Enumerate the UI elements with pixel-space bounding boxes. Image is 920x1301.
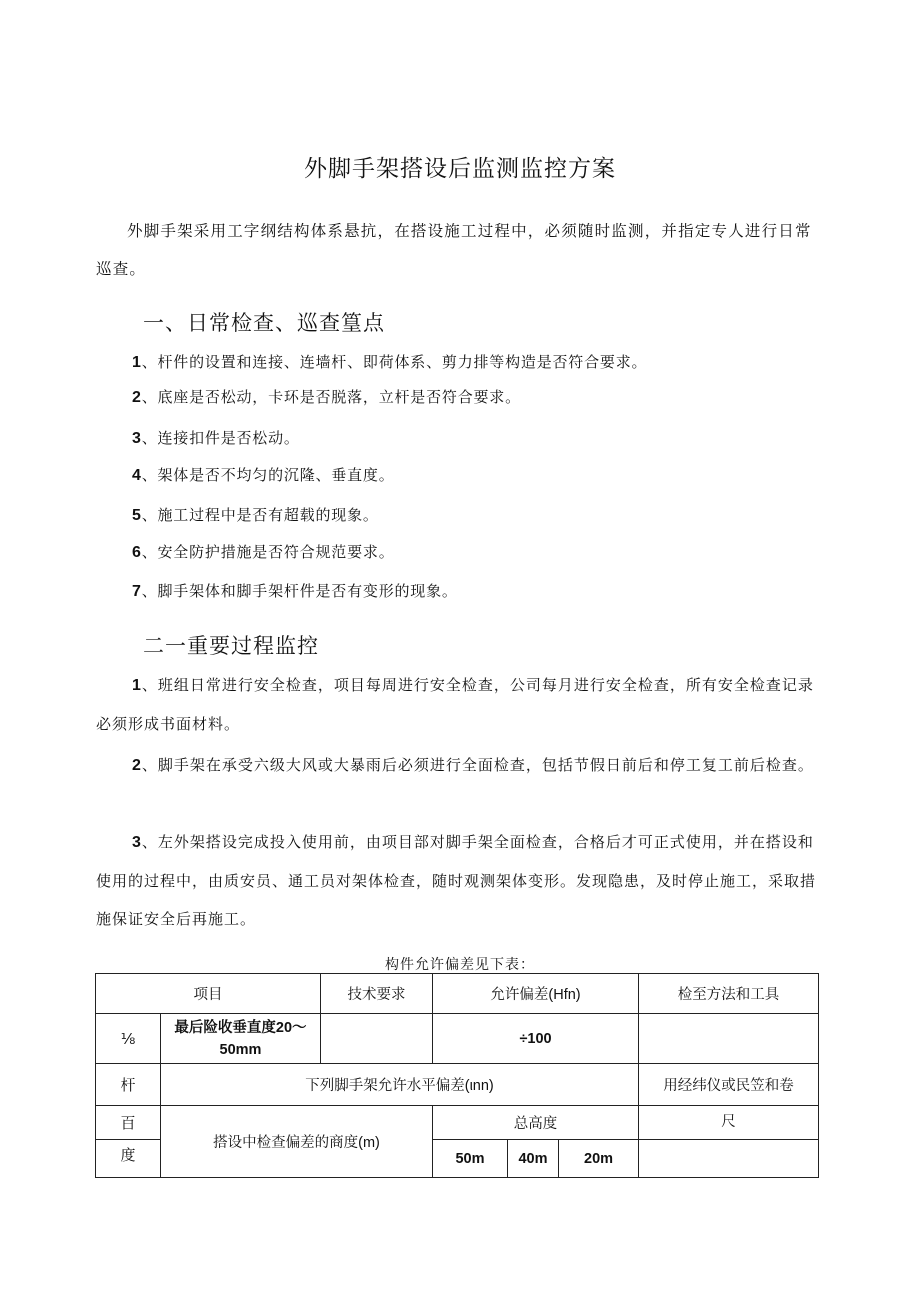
paragraph-number: 2 — [132, 757, 142, 774]
page-title: 外脚手架搭设后监测监控方案 — [304, 156, 616, 182]
total-height-cell: 总高度 — [433, 1106, 639, 1140]
table-row — [96, 1064, 819, 1106]
header-item: 项目 — [96, 974, 321, 1014]
item-number: 2 — [132, 389, 142, 406]
height-40m-cell: 40m — [508, 1140, 559, 1178]
monitor-paragraph — [96, 746, 826, 785]
row-label-cell: 度 — [96, 1140, 161, 1178]
paragraph-number: 1 — [132, 677, 142, 694]
item-text: 、安全防护措施是否符合规范要求。 — [141, 543, 395, 561]
height-50m-cell: 50m — [433, 1140, 508, 1178]
item-number: 1 — [132, 354, 142, 371]
check-item — [132, 427, 300, 448]
item-number: 3 — [132, 430, 142, 447]
paragraph-number: 3 — [132, 834, 142, 851]
item-number: 4 — [132, 467, 142, 484]
check-item — [132, 386, 521, 407]
paragraph-text: 、脚手架在承受六级大风或大暴雨后必须进行全面检查，包括节假日前后和停工复工前后检查。 — [141, 756, 814, 774]
item-number: 5 — [132, 507, 142, 524]
row-label-cell: ⅛ — [96, 1014, 161, 1064]
method-cell: 尺 — [639, 1106, 819, 1140]
tolerance-table — [95, 973, 819, 1178]
header-method: 检至方法和工具 — [639, 974, 819, 1014]
height-check-cell: 搭设中检查偏差的商度(m) — [161, 1106, 433, 1178]
paragraph-text: 、左外架搭设完成投入使用前，由项目部对脚手架全面检查，合格后才可正式使用，并在搭设和使用的过程中，由质安员、通工员对架体检查，随时观测架体变形。发现隐患，及时停止施工，采取措施保证安全后再施工。 — [96, 833, 817, 928]
vertical-check-cell: 最后险收垂直度20〜50mm — [161, 1014, 321, 1064]
section-1-heading: 一、日常检查、巡查篁点 — [143, 311, 385, 335]
header-tech: 技术要求 — [321, 974, 433, 1014]
method-cell: 用经纬仪或民笠和卷 — [639, 1064, 819, 1106]
check-item — [132, 464, 395, 485]
check-item — [132, 351, 647, 372]
row-label-cell: 杆 — [96, 1064, 161, 1106]
monitor-paragraph — [96, 823, 826, 938]
header-tolerance: 允许偏差(Hfn) — [433, 974, 639, 1014]
table-row — [96, 1014, 819, 1064]
item-text: 、杆件的设置和连接、连墙杆、即荷体系、剪力排等构造是否符合要求。 — [141, 353, 648, 371]
item-text: 、架体是否不均匀的沉隆、垂直度。 — [141, 466, 395, 484]
method-cell — [639, 1140, 819, 1178]
monitor-paragraph — [96, 666, 826, 743]
item-text: 、连接扣件是否松动。 — [141, 429, 300, 447]
item-text: 、脚手架体和脚手架杆件是否有变形的现象。 — [141, 582, 458, 600]
tolerance-value-cell: ÷100 — [433, 1014, 639, 1064]
check-item — [132, 504, 379, 525]
section-2-heading: 二一重要过程监控 — [143, 634, 319, 658]
height-20m-cell: 20m — [559, 1140, 639, 1178]
check-item — [132, 541, 395, 562]
tech-req-cell — [321, 1014, 433, 1064]
table-header-row — [96, 974, 819, 1014]
intro-paragraph: 外脚手架采用工字纲结构体系悬抗，在搭设施工过程中，必须随时监测，并指定专人进行日常巡查。 — [96, 222, 812, 278]
paragraph-text: 、班组日常进行安全检查，项目每周进行安全检查，公司每月进行安全检查，所有安全检查记录必须形成书面材料。 — [96, 676, 814, 733]
item-text: 、底座是否松动，卡环是否脱落，立杆是否符合要求。 — [141, 388, 521, 406]
row-label-cell: 百 — [96, 1106, 161, 1140]
item-number: 7 — [132, 583, 142, 600]
table-row — [96, 1106, 819, 1140]
method-cell — [639, 1014, 819, 1064]
table-caption: 构件允许偏差见下表： — [385, 957, 535, 973]
check-item — [132, 580, 458, 601]
item-text: 、施工过程中是否有超载的现象。 — [141, 506, 379, 524]
horizontal-deviation-cell: 下列脚手架允许水平偏差(ιnn) — [161, 1064, 639, 1106]
item-number: 6 — [132, 544, 142, 561]
